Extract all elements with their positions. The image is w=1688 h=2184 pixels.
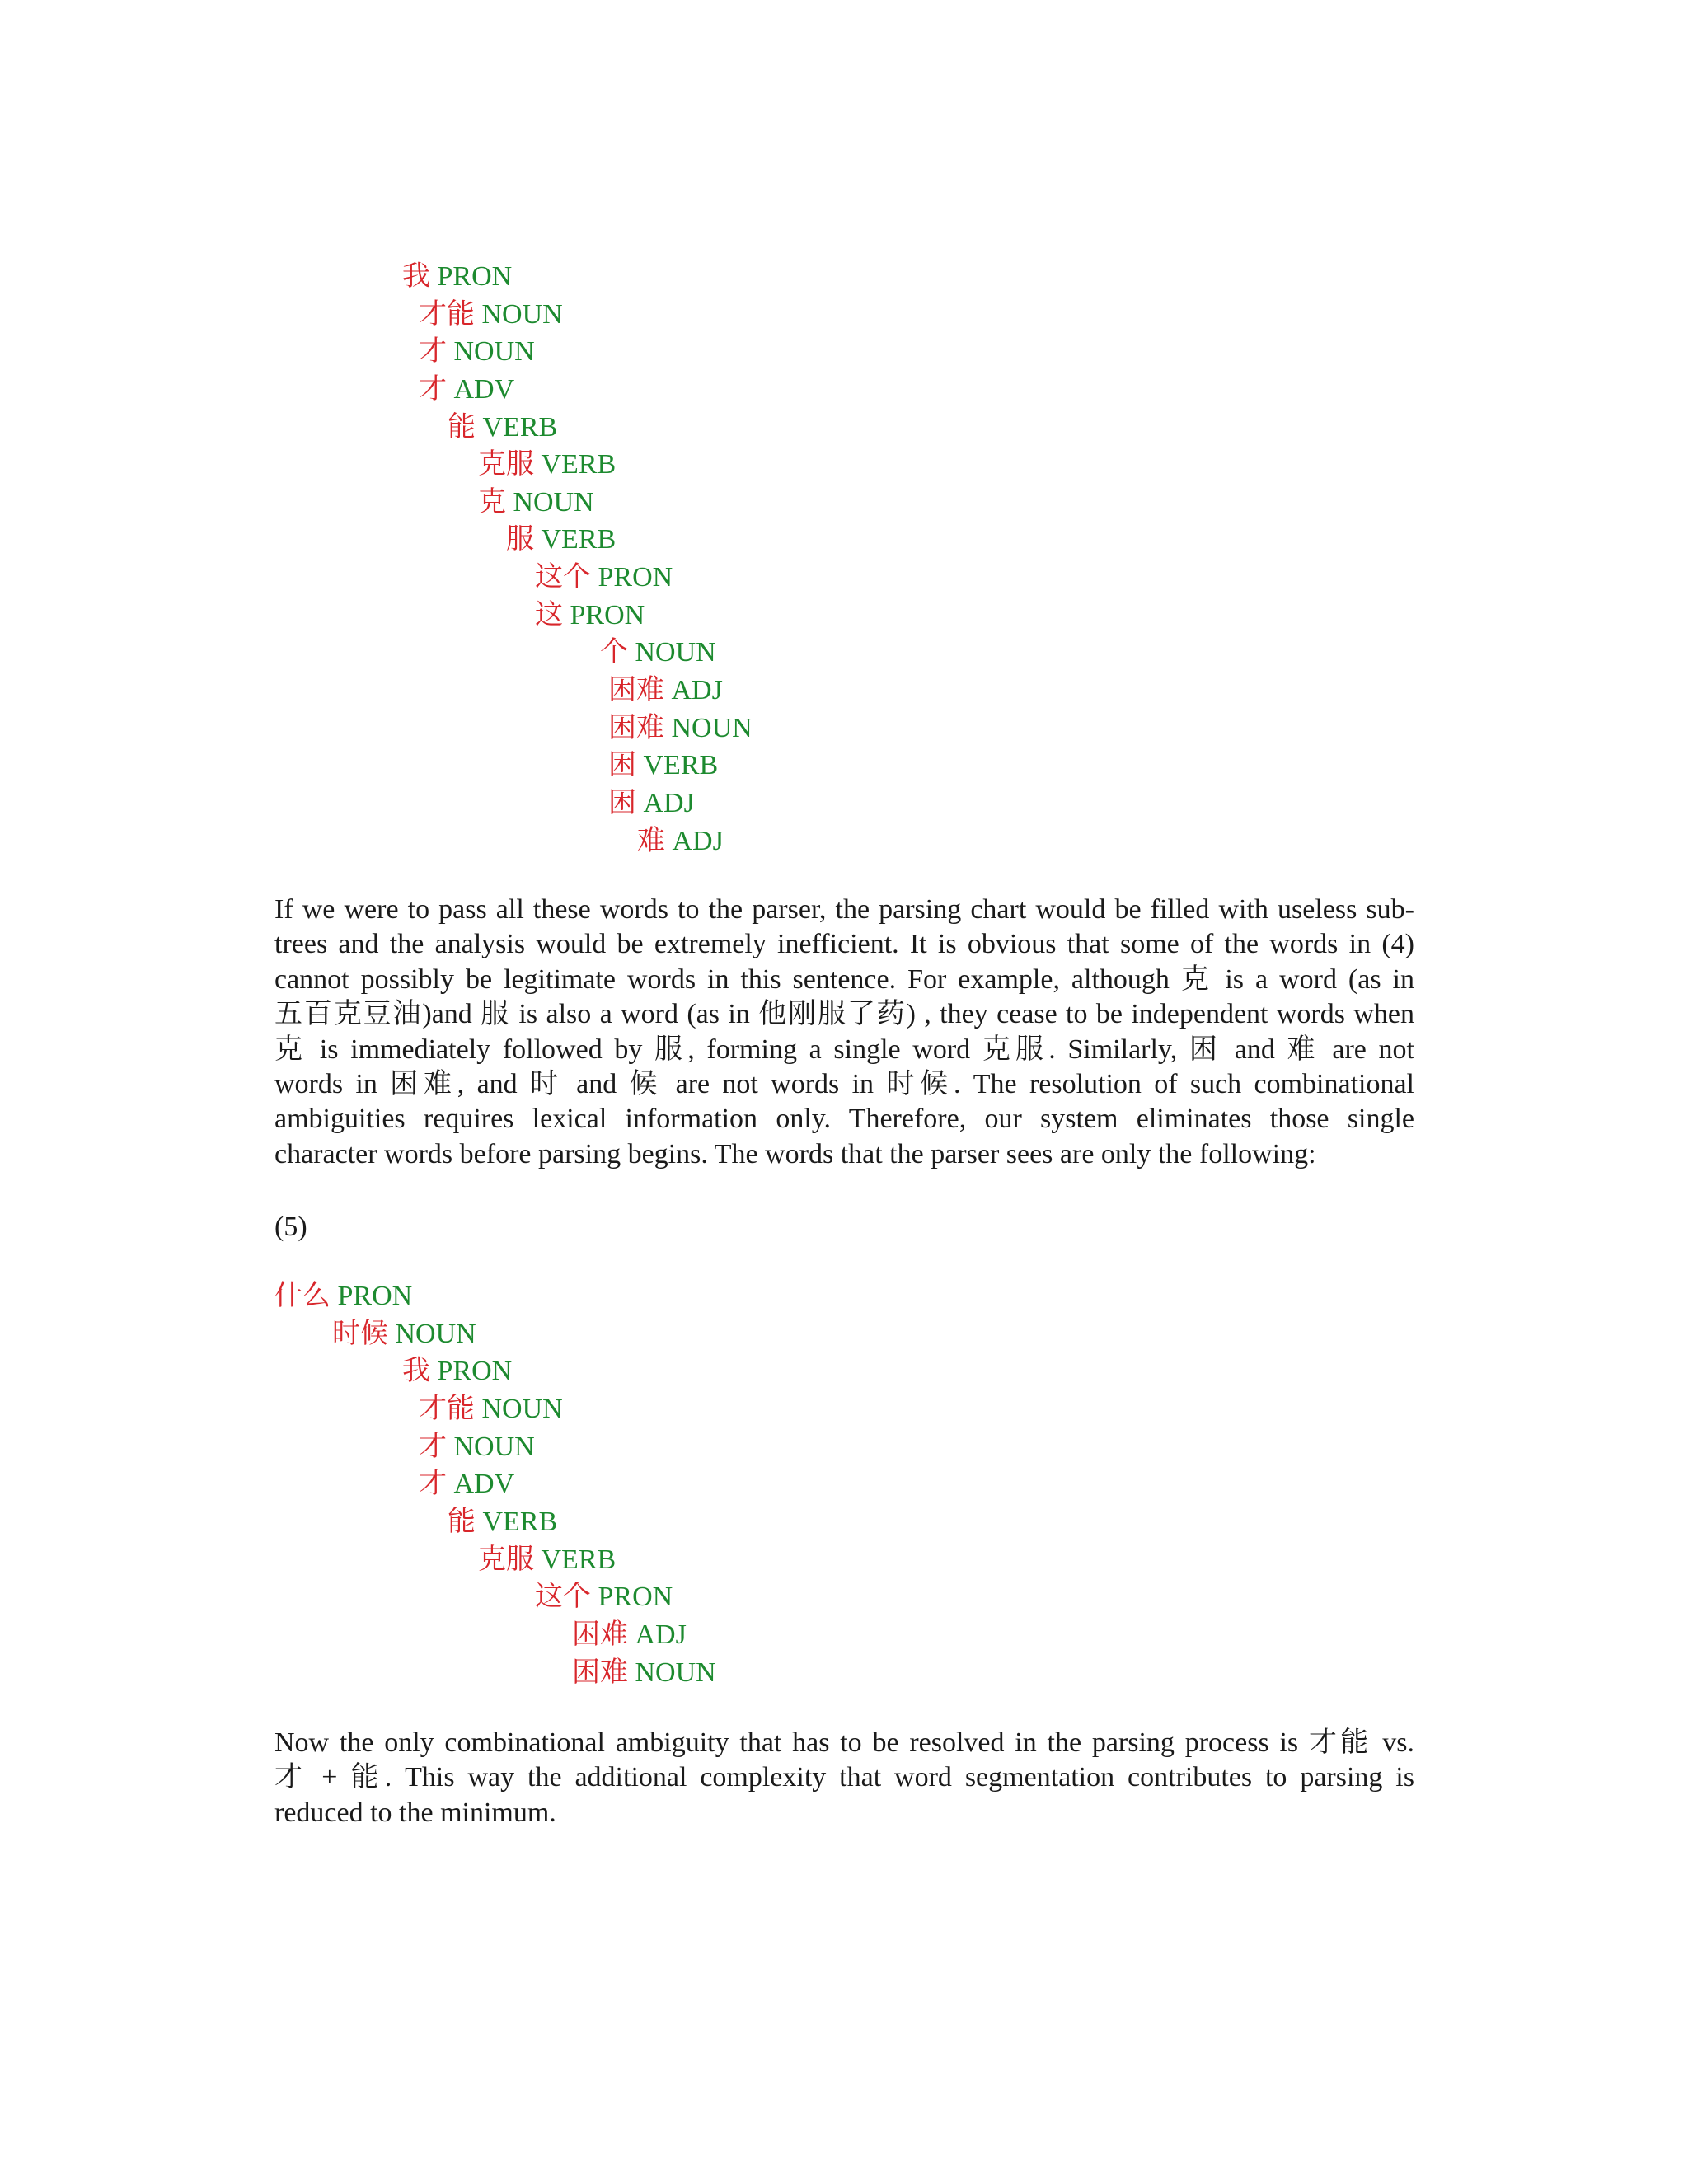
lattice-tag: PRON [437, 261, 513, 292]
lattice-tag: VERB [541, 524, 617, 555]
paragraph-line: If we were to pass all these words to the parser, the parsing chart would be filled with useless sub- [274, 894, 1414, 925]
lattice-entry [402, 258, 512, 296]
lattice-tag: PRON [570, 600, 645, 630]
lattice-tag: ADV [453, 1469, 515, 1499]
lattice-word: 困难 [608, 675, 664, 705]
lattice-tag: NOUN [635, 637, 716, 668]
lattice-word: 这个 [535, 1582, 591, 1612]
lattice-word: 什么 [274, 1281, 331, 1311]
lattice-tag: NOUN [481, 299, 563, 330]
paragraph-line: 克 is immediately followed by 服, forming a single word 克服. Similarly, 困 and 难 are not [274, 1033, 1414, 1065]
lattice-word: 这个 [535, 562, 591, 593]
lattice-entry [419, 333, 535, 371]
lattice-word: 困难 [572, 1657, 628, 1688]
lattice-tag: VERB [541, 1544, 617, 1575]
lattice-entry [600, 634, 716, 672]
lattice-word: 困 [608, 788, 636, 818]
paragraph-line: character words before parsing begins. The words that the parser sees are only the following: [274, 1138, 1316, 1169]
lattice-entry [506, 521, 616, 559]
lattice-tag: PRON [437, 1356, 513, 1386]
lattice-word: 时候 [332, 1319, 388, 1349]
lattice-word: 能 [448, 1507, 476, 1537]
lattice-tag: ADJ [643, 788, 695, 818]
lattice-entry [608, 785, 695, 823]
lattice-tag: NOUN [635, 1657, 716, 1688]
lattice-word: 才能 [419, 1394, 475, 1424]
lattice-entry [332, 1315, 476, 1353]
lattice-word: 困难 [572, 1619, 628, 1650]
lattice-word: 才 [419, 336, 447, 367]
lattice-word: 这 [535, 600, 563, 630]
lattice-word: 才 [419, 374, 447, 405]
lattice-word: 我 [402, 261, 430, 292]
lattice-word: 克服 [478, 449, 534, 480]
lattice-tag: VERB [541, 449, 617, 480]
lattice-entry [637, 823, 724, 860]
lattice-word: 才能 [419, 299, 475, 330]
lattice-word: 困难 [608, 713, 664, 743]
paragraph-line: reduced to the minimum. [274, 1797, 556, 1828]
lattice-entry [535, 597, 645, 635]
lattice-tag: PRON [598, 562, 673, 593]
lattice-entry [478, 1541, 616, 1579]
lattice-word: 克服 [478, 1544, 534, 1575]
lattice-entry [448, 1503, 557, 1541]
lattice-entry [572, 1654, 716, 1692]
lattice-tag: ADJ [671, 675, 723, 705]
lattice-entry [608, 710, 753, 748]
lattice-entry [419, 296, 563, 334]
lattice-word: 个 [600, 637, 628, 668]
lattice-tag: ADJ [672, 826, 724, 856]
paragraph-line: 五百克豆油)and 服 is also a word (as in 他刚服了药) , they cease to be independent words when [274, 999, 1414, 1030]
lattice-entry [419, 1465, 514, 1503]
lattice-entry [402, 1352, 512, 1390]
lattice-word: 才 [419, 1432, 447, 1462]
paragraph-line: ambiguities requires lexical information only. Therefore, our system eliminates those single [274, 1104, 1414, 1135]
lattice-word: 能 [448, 412, 476, 443]
lattice-entry [478, 484, 594, 522]
lattice-word: 困 [608, 750, 636, 780]
paragraph-line: trees and the analysis would be extremely inefficient. It is obvious that some of the words in (4) [274, 929, 1414, 960]
paragraph-line: Now the only combinational ambiguity that has to be resolved in the parsing process is 才能 vs. [274, 1727, 1414, 1758]
paragraph-line: words in 困难, and 时 and 候 are not words in 时候. The resolution of such combinational [274, 1068, 1414, 1099]
lattice-tag: ADV [453, 374, 515, 405]
lattice-entry [608, 747, 718, 785]
lattice-tag: NOUN [453, 1432, 535, 1462]
lattice-entry [478, 446, 616, 484]
lattice-tag: NOUN [671, 713, 753, 743]
body-paragraph [274, 1726, 1414, 1830]
lattice-tag: NOUN [513, 487, 594, 518]
lattice-entry [419, 1390, 563, 1428]
lattice-entry [419, 1428, 535, 1466]
paragraph-line: 才 + 能. This way the additional complexity that word segmentation contributes to parsing is [274, 1762, 1414, 1793]
lattice-entry [608, 672, 723, 710]
lattice-word: 难 [637, 826, 665, 856]
body-paragraph [274, 893, 1414, 1172]
lattice-entry [572, 1616, 687, 1654]
lattice-tag: PRON [598, 1582, 673, 1612]
lattice-entry [535, 559, 673, 597]
lattice-tag: VERB [643, 750, 719, 780]
lattice-tag: ADJ [635, 1619, 687, 1650]
lattice-tag: VERB [482, 1507, 558, 1537]
lattice-word: 服 [506, 524, 534, 555]
lattice-tag: VERB [482, 412, 558, 443]
lattice-entry [448, 409, 557, 447]
paragraph-line: cannot possibly be legitimate words in this sentence. For example, although 克 is a word (as in [274, 963, 1414, 995]
lattice-tag: NOUN [395, 1319, 476, 1349]
lattice-word: 我 [402, 1356, 430, 1386]
example-label: (5) [274, 1212, 307, 1242]
lattice-entry [419, 371, 514, 409]
lattice-word: 才 [419, 1469, 447, 1499]
lattice-entry [274, 1277, 412, 1315]
lattice-tag: PRON [337, 1281, 413, 1311]
lattice-tag: NOUN [481, 1394, 563, 1424]
lattice-entry [535, 1578, 673, 1616]
lattice-word: 克 [478, 487, 506, 518]
lattice-tag: NOUN [453, 336, 535, 367]
